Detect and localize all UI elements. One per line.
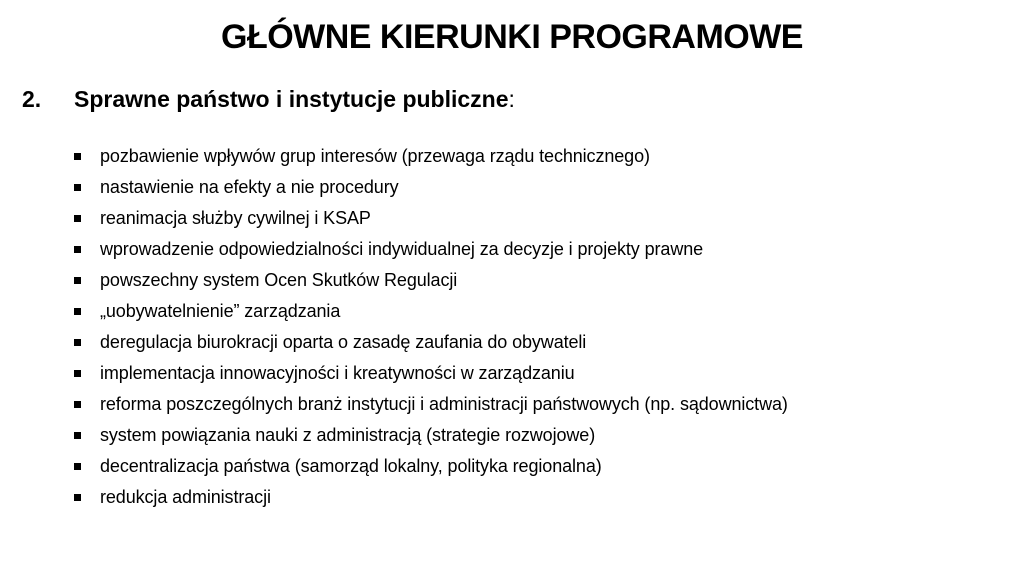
list-item [74,296,788,327]
square-bullet-icon [74,494,81,501]
square-bullet-icon [74,184,81,191]
list-item [74,389,788,420]
list-item-text: powszechny system Ocen Skutków Regulacji [100,270,458,290]
list-item-text: „uobywatelnienie” zarządzania [100,301,341,321]
slide-title: GŁÓWNE KIERUNKI PROGRAMOWE [221,18,803,56]
square-bullet-icon [74,215,81,222]
list-item-text: deregulacja biurokracji oparta o zasadę zaufania do obywateli [100,332,587,352]
section-heading: Sprawne państwo i instytucje publiczne [74,86,509,112]
list-item-text: implementacja innowacyjności i kreatywności w zarządzaniu [100,363,575,383]
bullet-list [74,141,788,513]
section-header [22,86,515,124]
list-item-text: reforma poszczególnych branż instytucji i administracji państwowych (np. sądownictwa) [100,394,788,414]
list-item [74,172,788,203]
square-bullet-icon [74,246,81,253]
list-item-text: redukcja administracji [100,487,271,507]
list-item [74,451,788,482]
list-item-text: system powiązania nauki z administracją (strategie rozwojowe) [100,425,596,445]
square-bullet-icon [74,432,81,439]
square-bullet-icon [74,153,81,160]
square-bullet-icon [74,463,81,470]
square-bullet-icon [74,339,81,346]
list-item [74,420,788,451]
section-colon: : [508,86,515,112]
list-item-text: wprowadzenie odpowiedzialności indywidualnej za decyzje i projekty prawne [100,239,704,259]
list-item-text: decentralizacja państwa (samorząd lokalny, polityka regionalna) [100,456,602,476]
list-item [74,203,788,234]
list-item-text: nastawienie na efekty a nie procedury [100,177,399,197]
square-bullet-icon [74,401,81,408]
square-bullet-icon [74,277,81,284]
list-item-text: reanimacja służby cywilnej i KSAP [100,208,371,228]
list-item-text: pozbawienie wpływów grup interesów (przewaga rządu technicznego) [100,146,650,166]
list-item [74,358,788,389]
square-bullet-icon [74,308,81,315]
section-number: 2. [22,86,42,112]
list-item [74,265,788,296]
list-item [74,141,788,172]
square-bullet-icon [74,370,81,377]
list-item [74,327,788,358]
list-item [74,234,788,265]
list-item [74,482,788,513]
